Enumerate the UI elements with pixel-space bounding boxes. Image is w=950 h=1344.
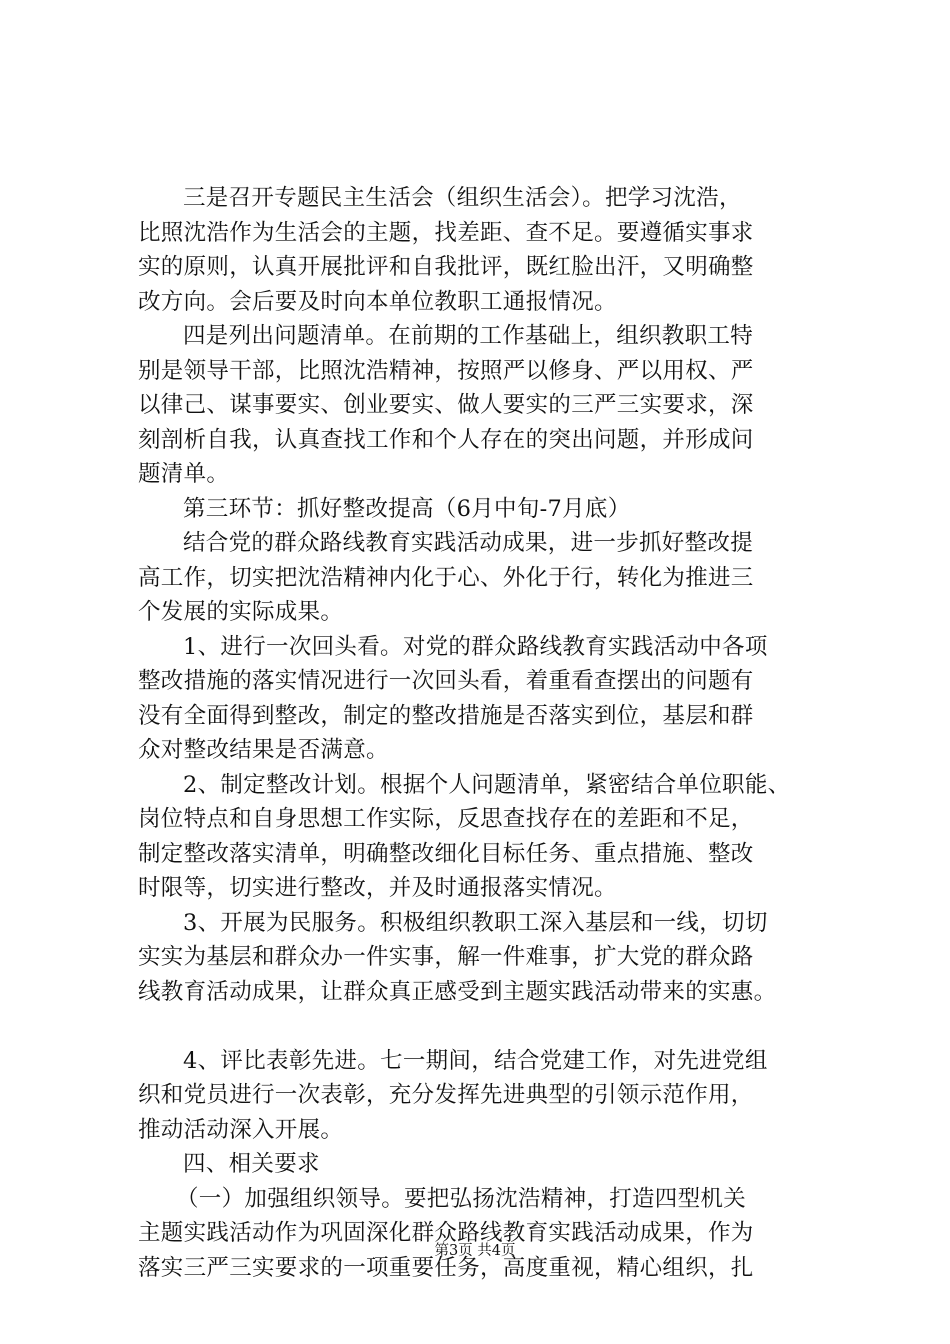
paragraph-line: 整改措施的落实情况进行一次回头看，着重看查摆出的问题有	[138, 668, 754, 694]
blank-line	[138, 1009, 858, 1044]
paragraph-line: 织和党员进行一次表彰，充分发挥先进典型的引领示范作用，	[138, 1082, 754, 1108]
paragraph-line: 结合党的群众路线教育实践活动成果，进一步抓好整改提	[183, 530, 754, 556]
document-body	[138, 181, 858, 1285]
paragraph-line: 题清单。	[138, 461, 230, 487]
paragraph-line: 制定整改落实清单，明确整改细化目标任务、重点措施、整改	[138, 840, 754, 867]
page-number-footer: 第3页 共4页	[434, 1243, 516, 1259]
section-heading: 四、相关要求	[183, 1151, 320, 1177]
paragraph-line: （一）加强组织领导。要把弘扬沈浩精神，打造四型机关	[176, 1185, 747, 1212]
paragraph-line: 高工作，切实把沈浩精神内化于心、外化于行，转化为推进三	[138, 564, 754, 591]
paragraph-line: 主题实践活动作为巩固深化群众路线教育实践活动成果，作为	[138, 1220, 754, 1246]
paragraph-line: 别是领导干部，比照沈浩精神，按照严以修身、严以用权、严	[138, 357, 754, 384]
paragraph-line: 以律己、谋事要实、创业要实、做人要实的三严三实要求，深	[138, 392, 754, 418]
paragraph-line: 1、进行一次回头看。对党的群众路线教育实践活动中各项	[183, 633, 768, 660]
paragraph-line: 四是列出问题清单。在前期的工作基础上，组织教职工特	[183, 323, 754, 349]
paragraph-line: 4、评比表彰先进。七一期间，结合党建工作，对先进党组	[183, 1047, 768, 1074]
paragraph-line: 落实三严三实要求的一项重要任务，高度重视，精心组织，扎	[138, 1254, 754, 1281]
paragraph-line: 2、制定整改计划。根据个人问题清单，紧密结合单位职能、	[183, 771, 791, 798]
paragraph-line: 3、开展为民服务。积极组织教职工深入基层和一线，切切	[183, 909, 768, 936]
paragraph-line: 没有全面得到整改，制定的整改措施是否落实到位，基层和群	[138, 702, 754, 729]
paragraph-line: 刻剖析自我，认真查找工作和个人存在的突出问题，并形成问	[138, 426, 754, 453]
paragraph-line: 时限等，切实进行整改，并及时通报落实情况。	[138, 875, 617, 901]
paragraph-line: 岗位特点和自身思想工作实际，反思查找存在的差距和不足，	[138, 806, 754, 832]
paragraph-line: 线教育活动成果，让群众真正感受到主题实践活动带来的实惠。	[138, 978, 777, 1005]
paragraph-line: 改方向。会后要及时向本单位教职工通报情况。	[138, 288, 617, 315]
section-heading: 第三环节：抓好整改提高（6月中旬-7月底）	[183, 495, 631, 522]
paragraph-line: 三是召开专题民主生活会（组织生活会）。把学习沈浩，	[183, 185, 742, 211]
paragraph-line: 众对整改结果是否满意。	[138, 737, 389, 763]
paragraph-line: 实实为基层和群众办一件实事，解一件难事，扩大党的群众路	[138, 944, 754, 970]
paragraph-line: 个发展的实际成果。	[138, 599, 344, 625]
paragraph-line: 推动活动深入开展。	[138, 1116, 344, 1143]
paragraph-line: 实的原则，认真开展批评和自我批评，既红脸出汗，又明确整	[138, 254, 754, 280]
paragraph-line: 比照沈浩作为生活会的主题，找差距、查不足。要遵循实事求	[138, 219, 754, 246]
